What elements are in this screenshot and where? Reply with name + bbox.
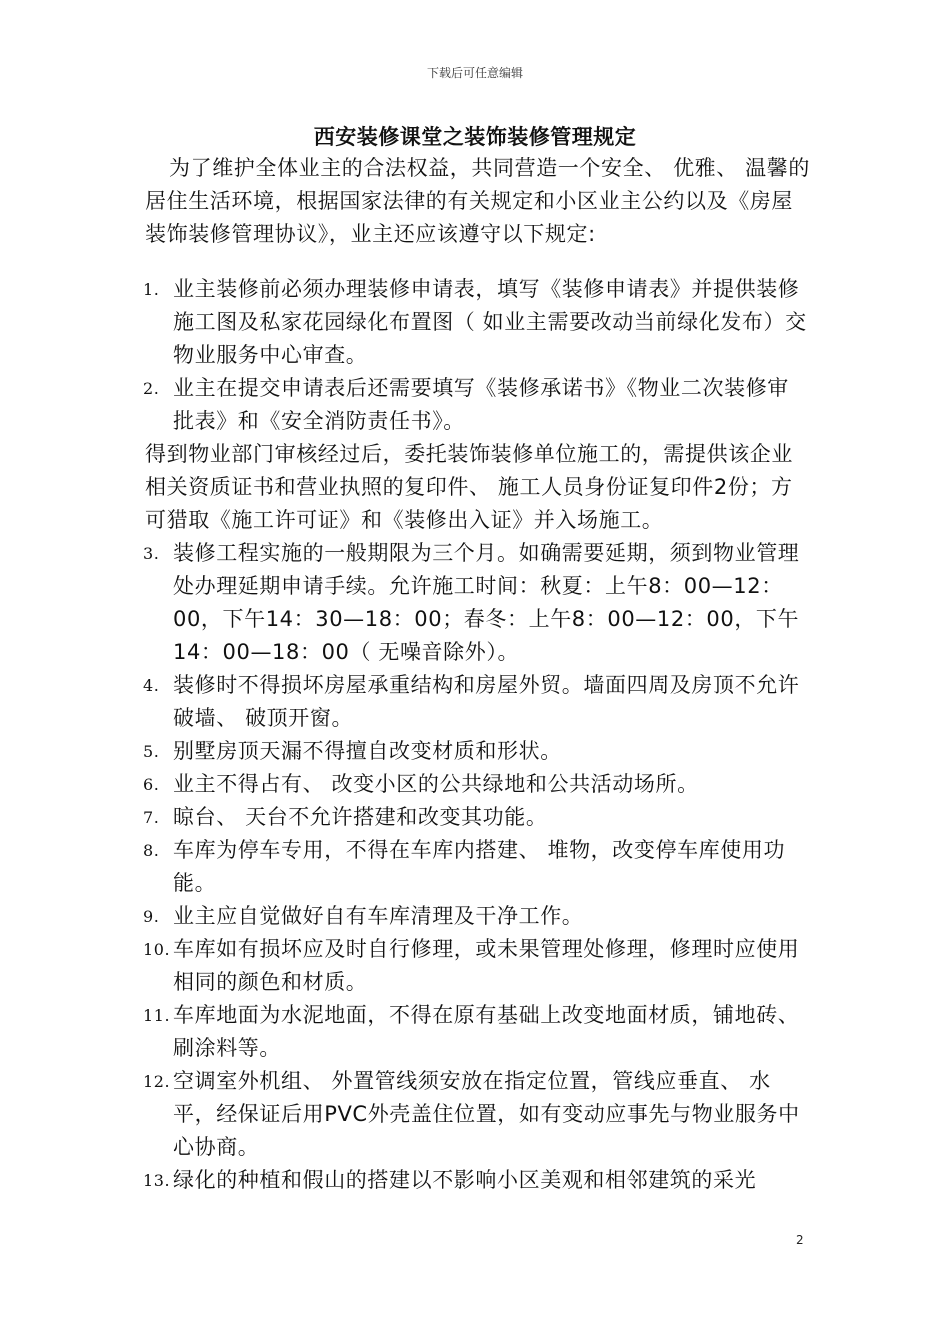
list-item <box>145 735 810 768</box>
document-title: 西安装修课堂之装饰装修管理规定 <box>313 125 637 149</box>
list-item <box>145 669 810 735</box>
list-item <box>145 537 810 669</box>
list-item-number: 5. <box>143 742 160 761</box>
list-item-number: 11. <box>143 1006 171 1025</box>
list-item-text: 业主不得占有、 改变小区的公共绿地和公共活动场所。 <box>173 772 699 796</box>
list-item-number: 13. <box>143 1171 171 1190</box>
list-item-text: 业主在提交申请表后还需要填写《装修承诺书》《物业二次装修审批表》和《安全消防责任书》。 <box>173 376 789 433</box>
list-item <box>145 1164 810 1197</box>
list-item <box>145 273 810 372</box>
list-item-number: 6. <box>143 775 160 794</box>
page-number: 2 <box>796 1233 804 1247</box>
list-item-text: 业主应自觉做好自有车库清理及干净工作。 <box>173 904 584 928</box>
list-item <box>145 834 810 900</box>
list-item-text: 车库为停车专用，不得在车库内搭建、 堆物，改变停车库使用功能。 <box>173 838 786 895</box>
list-item-number: 1. <box>143 280 160 299</box>
list-item <box>145 372 810 438</box>
list-item-number: 3. <box>143 544 160 563</box>
list-item <box>145 768 810 801</box>
list-item-text: 晾台、 天台不允许搭建和改变其功能。 <box>173 805 548 829</box>
body-paragraph: 得到物业部门审核经过后，委托装饰装修单位施工的，需提供该企业相关资质证书和营业执照的复印件、 施工人员身份证复印件2份；方可猎取《施工许可证》和《装修出入证》并入场施工。 <box>145 442 793 532</box>
list-item-number: 10. <box>143 940 171 959</box>
header-note: 下载后可任意编辑 <box>426 66 523 80</box>
list-item-number: 9. <box>143 907 160 926</box>
list-item-number: 2. <box>143 379 160 398</box>
list-item-text: 车库地面为水泥地面，不得在原有基础上改变地面材质，铺地砖、 刷涂料等。 <box>173 1003 800 1060</box>
list-item <box>145 933 810 999</box>
list-item-text: 装修时不得损坏房屋承重结构和房屋外贸。墙面四周及房顶不允许破墙、 破顶开窗。 <box>173 673 800 730</box>
list-item-text: 业主装修前必须办理装修申请表，填写《装修申请表》并提供装修施工图及私家花园绿化布置图（ 如业主需要改动当前绿化发布）交物业服务中心审查。 <box>173 277 807 367</box>
list-item <box>145 900 810 933</box>
list-item <box>145 801 810 834</box>
list-item-text: 别墅房顶天漏不得擅自改变材质和形状。 <box>173 739 562 763</box>
intro-paragraph: 为了维护全体业主的合法权益，共同营造一个安全、 优雅、 温馨的居住生活环境，根据国家法律的有关规定和小区业主公约以及《房屋装饰装修管理协议》，业主还应该遵守以下规定: <box>145 156 810 246</box>
list-item-text: 车库如有损坏应及时自行修理，或未果管理处修理，修理时应使用相同的颜色和材质。 <box>173 937 800 994</box>
list-item-number: 8. <box>143 841 160 860</box>
list-item-number: 7. <box>143 808 160 827</box>
list-item-text: 装修工程实施的一般期限为三个月。如确需要延期，须到物业管理处办理延期申请手续。允许施工时间：秋夏：上午8：00—12：00，下午14：30—18：00；春冬：上午8：00—12：00，下午14：00—18：00（ 无噪音除外）。 <box>173 541 800 664</box>
list-item-number: 12. <box>143 1072 171 1091</box>
list-item-text: 绿化的种植和假山的搭建以不影响小区美观和相邻建筑的采光 <box>173 1168 757 1192</box>
list-item-number: 4. <box>143 676 160 695</box>
list-item <box>145 999 810 1065</box>
document-body <box>145 152 810 1197</box>
list-item-text: 空调室外机组、 外置管线须安放在指定位置，管线应垂直、 水平，经保证后用PVC外壳盖住位置，如有变动应事先与物业服务中心协商。 <box>173 1069 800 1159</box>
list-item <box>145 1065 810 1164</box>
